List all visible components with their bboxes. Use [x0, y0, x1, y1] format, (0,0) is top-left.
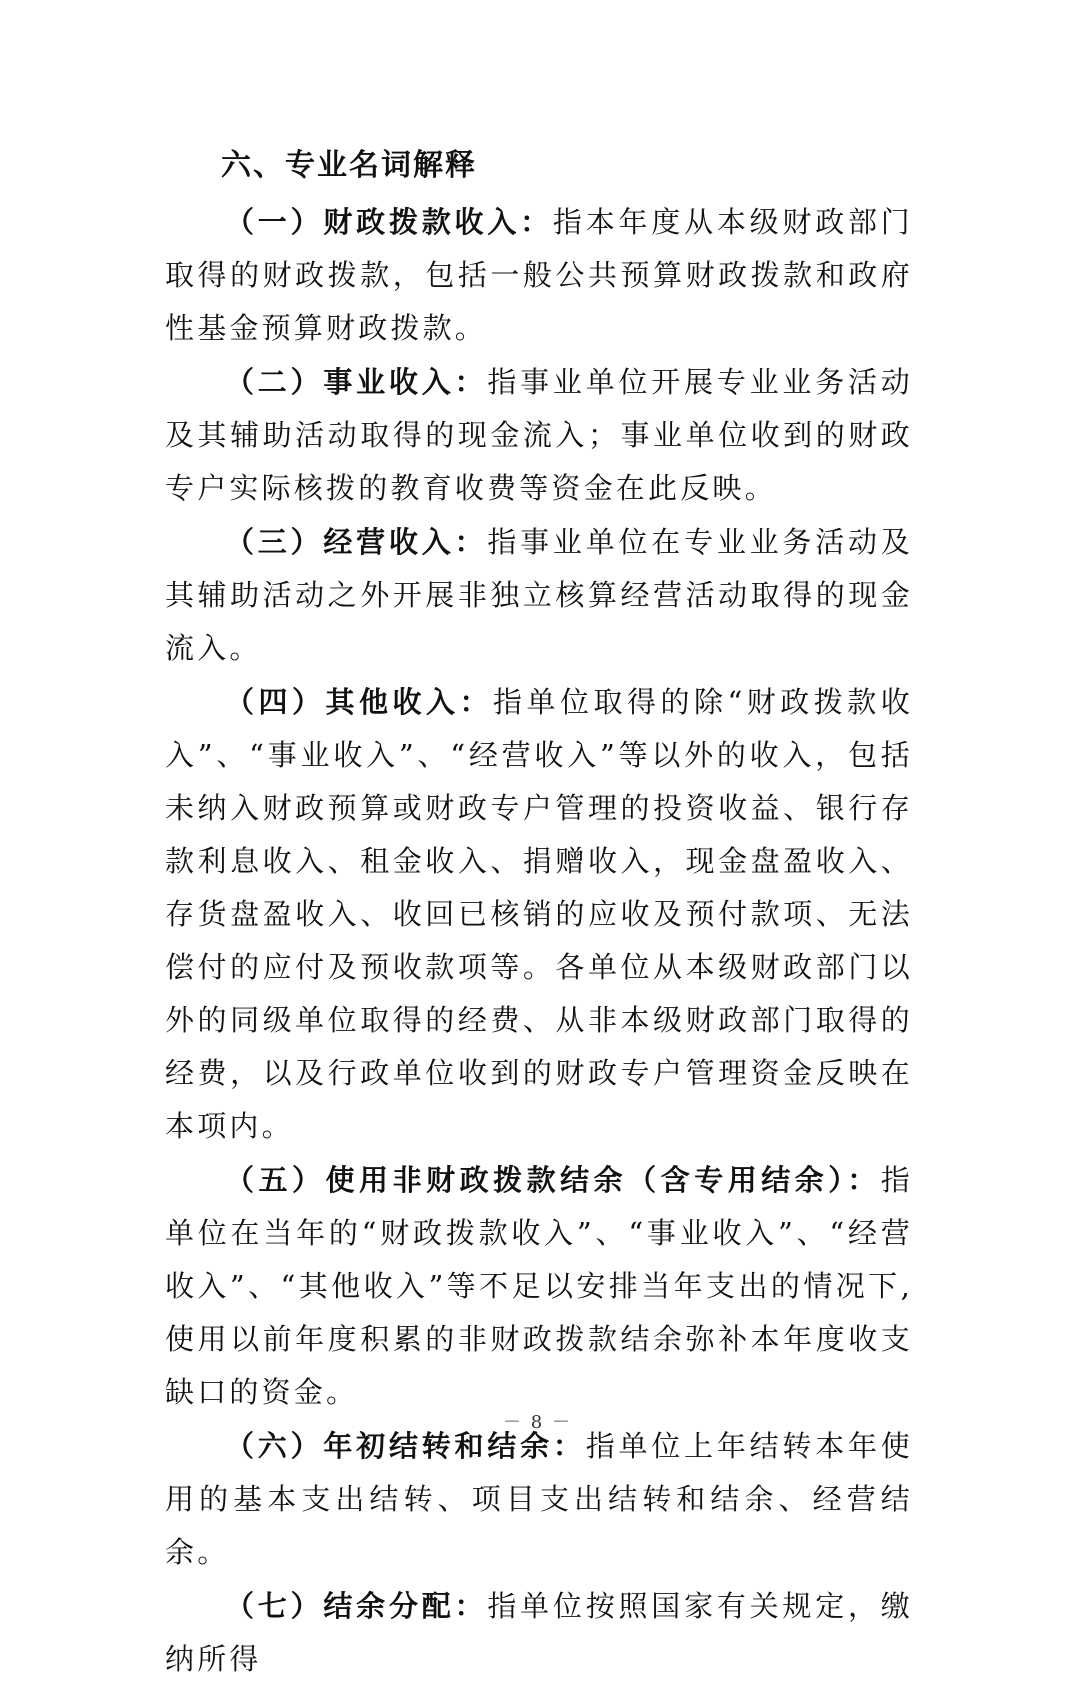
term-label: （一）财政拨款收入： — [225, 205, 553, 239]
term-label: （四）其他收入： — [225, 685, 493, 719]
document-body — [165, 140, 913, 1686]
paragraph-surplus-distribution — [165, 1580, 913, 1686]
term-definition: 指本年度从本级财政部门取得的财政拨款，包括一般公共预算财政拨款和政府性基金预算财政拨款。 — [165, 205, 913, 345]
paragraph-business-income — [165, 356, 913, 515]
term-label: （六）年初结转和结余： — [225, 1429, 586, 1463]
term-definition: 指单位按照国家有关规定，缴纳所得 — [165, 1589, 913, 1676]
paragraph-other-income — [165, 676, 913, 1153]
term-label: （七）结余分配： — [225, 1589, 488, 1623]
paragraph-non-fiscal-surplus — [165, 1154, 913, 1419]
term-label: （二）事业收入： — [225, 365, 488, 399]
paragraph-carryover-surplus — [165, 1420, 913, 1579]
term-definition: 指事业单位开展专业业务活动及其辅助活动取得的现金流入；事业单位收到的财政专户实际核拨的教育收费等资金在此反映。 — [165, 365, 913, 505]
term-definition: 指事业单位在专业业务活动及其辅助活动之外开展非独立核算经营活动取得的现金流入。 — [165, 525, 913, 665]
term-label: （三）经营收入： — [225, 525, 488, 559]
term-label: （五）使用非财政拨款结余（含专用结余）： — [225, 1163, 881, 1197]
term-definition: 指单位上年结转本年使用的基本支出结转、项目支出结转和结余、经营结余。 — [165, 1429, 913, 1569]
paragraph-fiscal-appropriation-income — [165, 196, 913, 355]
paragraph-operating-income — [165, 516, 913, 675]
term-definition: 指单位取得的除“财政拨款收入”、“事业收入”、“经营收入”等以外的收入，包括未纳入财政预算或财政专户管理的投资收益、银行存款利息收入、租金收入、捐赠收入，现金盘盈收入、存货盘盈收入、收回已核销的应收及预付款项、无法偿付的应付及预收款项等。各单位从本级财政部门以外的同级单位取得的经费、从非本级财政部门取得的经费，以及行政单位收到的财政专户管理资金反映在本项内。 — [165, 685, 913, 1143]
page-number: － 8 － — [503, 1412, 572, 1433]
term-definition: 指单位在当年的“财政拨款收入”、“事业收入”、“经营收入”、“其他收入”等不足以安排当年支出的情况下,使用以前年度积累的非财政拨款结余弥补本年度收支缺口的资金。 — [165, 1163, 913, 1409]
section-heading: 六、专业名词解释 — [221, 148, 477, 183]
